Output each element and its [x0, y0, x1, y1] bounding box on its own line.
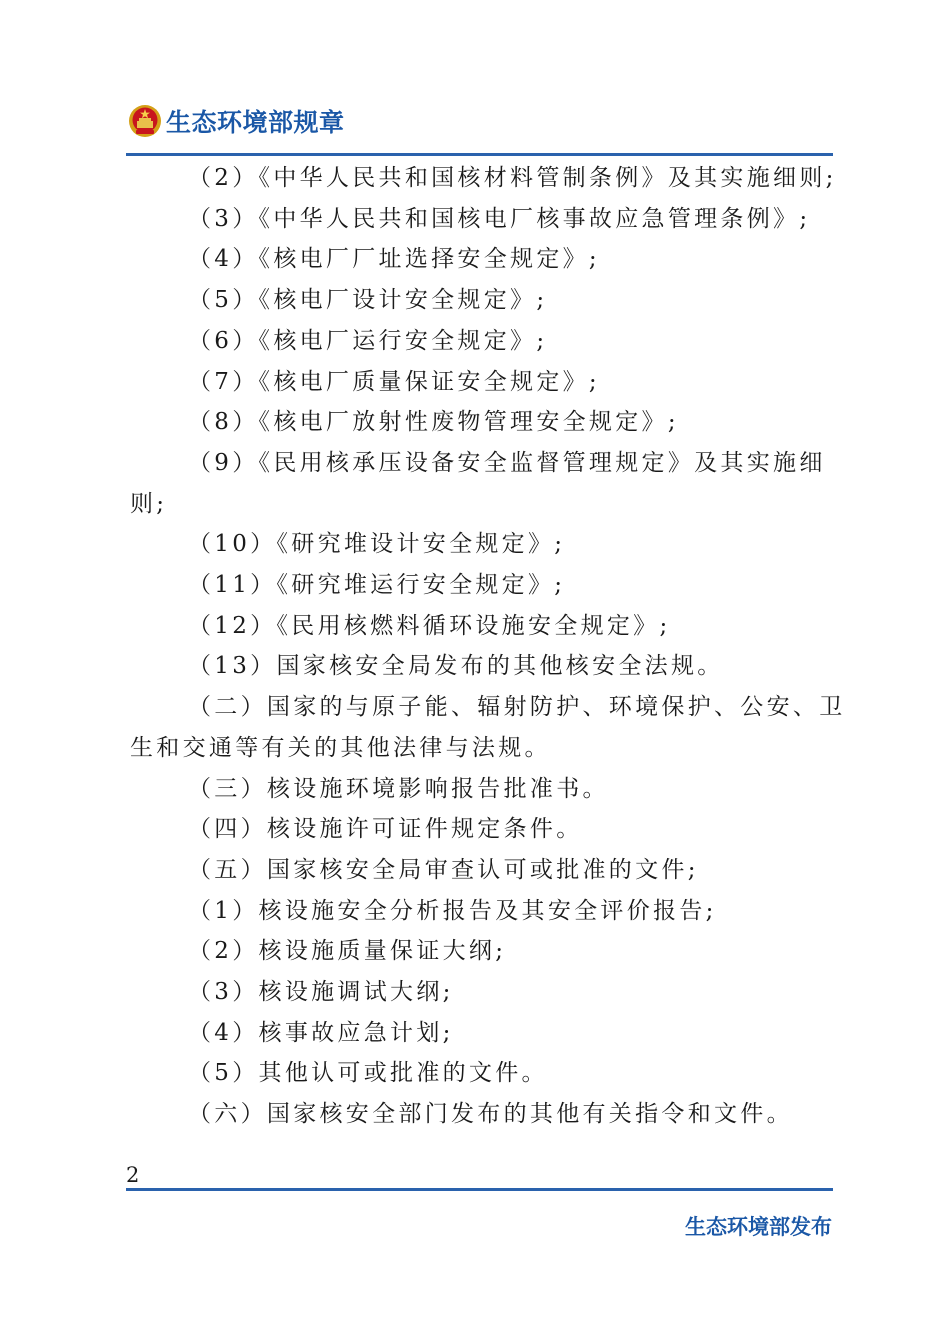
page-header — [128, 98, 832, 144]
body-line: （三）核设施环境影响报告批准书。 — [188, 775, 609, 802]
body-line: （3）《中华人民共和国核电厂核事故应急管理条例》; — [188, 205, 811, 232]
header-divider — [126, 153, 833, 156]
body-line: 生和交通等有关的其他法律与法规。 — [130, 734, 551, 761]
body-line: （四）核设施许可证件规定条件。 — [188, 816, 583, 843]
body-line: （10）《研究堆设计安全规定》; — [188, 531, 566, 558]
page-number: 2 — [126, 1163, 140, 1187]
body-line: （5）其他认可或批准的文件。 — [188, 1060, 548, 1087]
body-line: （3）核设施调试大纲; — [188, 979, 454, 1006]
body-line: （五）国家核安全局审查认可或批准的文件; — [188, 856, 699, 883]
body-line: （二）国家的与原子能、辐射防护、环境保护、公安、卫 — [188, 694, 846, 721]
body-line: （4）《核电厂厂址选择安全规定》; — [188, 246, 600, 273]
body-line: （7）《核电厂质量保证安全规定》; — [188, 368, 600, 395]
document-body — [130, 158, 846, 1135]
body-line: 则; — [130, 490, 168, 517]
body-line: （5）《核电厂设计安全规定》; — [188, 287, 548, 314]
footer-publisher: 生态环境部发布 — [685, 1215, 832, 1239]
body-line: （9）《民用核承压设备安全监督管理规定》及其实施细 — [188, 449, 826, 476]
national-emblem-icon — [128, 104, 162, 138]
body-line: （2）《中华人民共和国核材料管制条例》及其实施细则; — [188, 165, 837, 191]
body-line: （8）《核电厂放射性废物管理安全规定》; — [188, 409, 679, 436]
body-line: （1）核设施安全分析报告及其安全评价报告; — [188, 897, 717, 924]
body-line: （2）核设施质量保证大纲; — [188, 938, 507, 965]
footer-divider — [126, 1188, 833, 1191]
body-line: （11）《研究堆运行安全规定》; — [188, 572, 566, 599]
body-line: （六）国家核安全部门发布的其他有关指令和文件。 — [188, 1101, 793, 1128]
body-line: （4）核事故应急计划; — [188, 1019, 454, 1046]
header-title: 生态环境部规章 — [166, 108, 345, 137]
body-line: （13）国家核安全局发布的其他核安全法规。 — [188, 653, 724, 680]
body-line: （12）《民用核燃料循环设施安全规定》; — [188, 612, 671, 639]
body-line: （6）《核电厂运行安全规定》; — [188, 327, 548, 354]
